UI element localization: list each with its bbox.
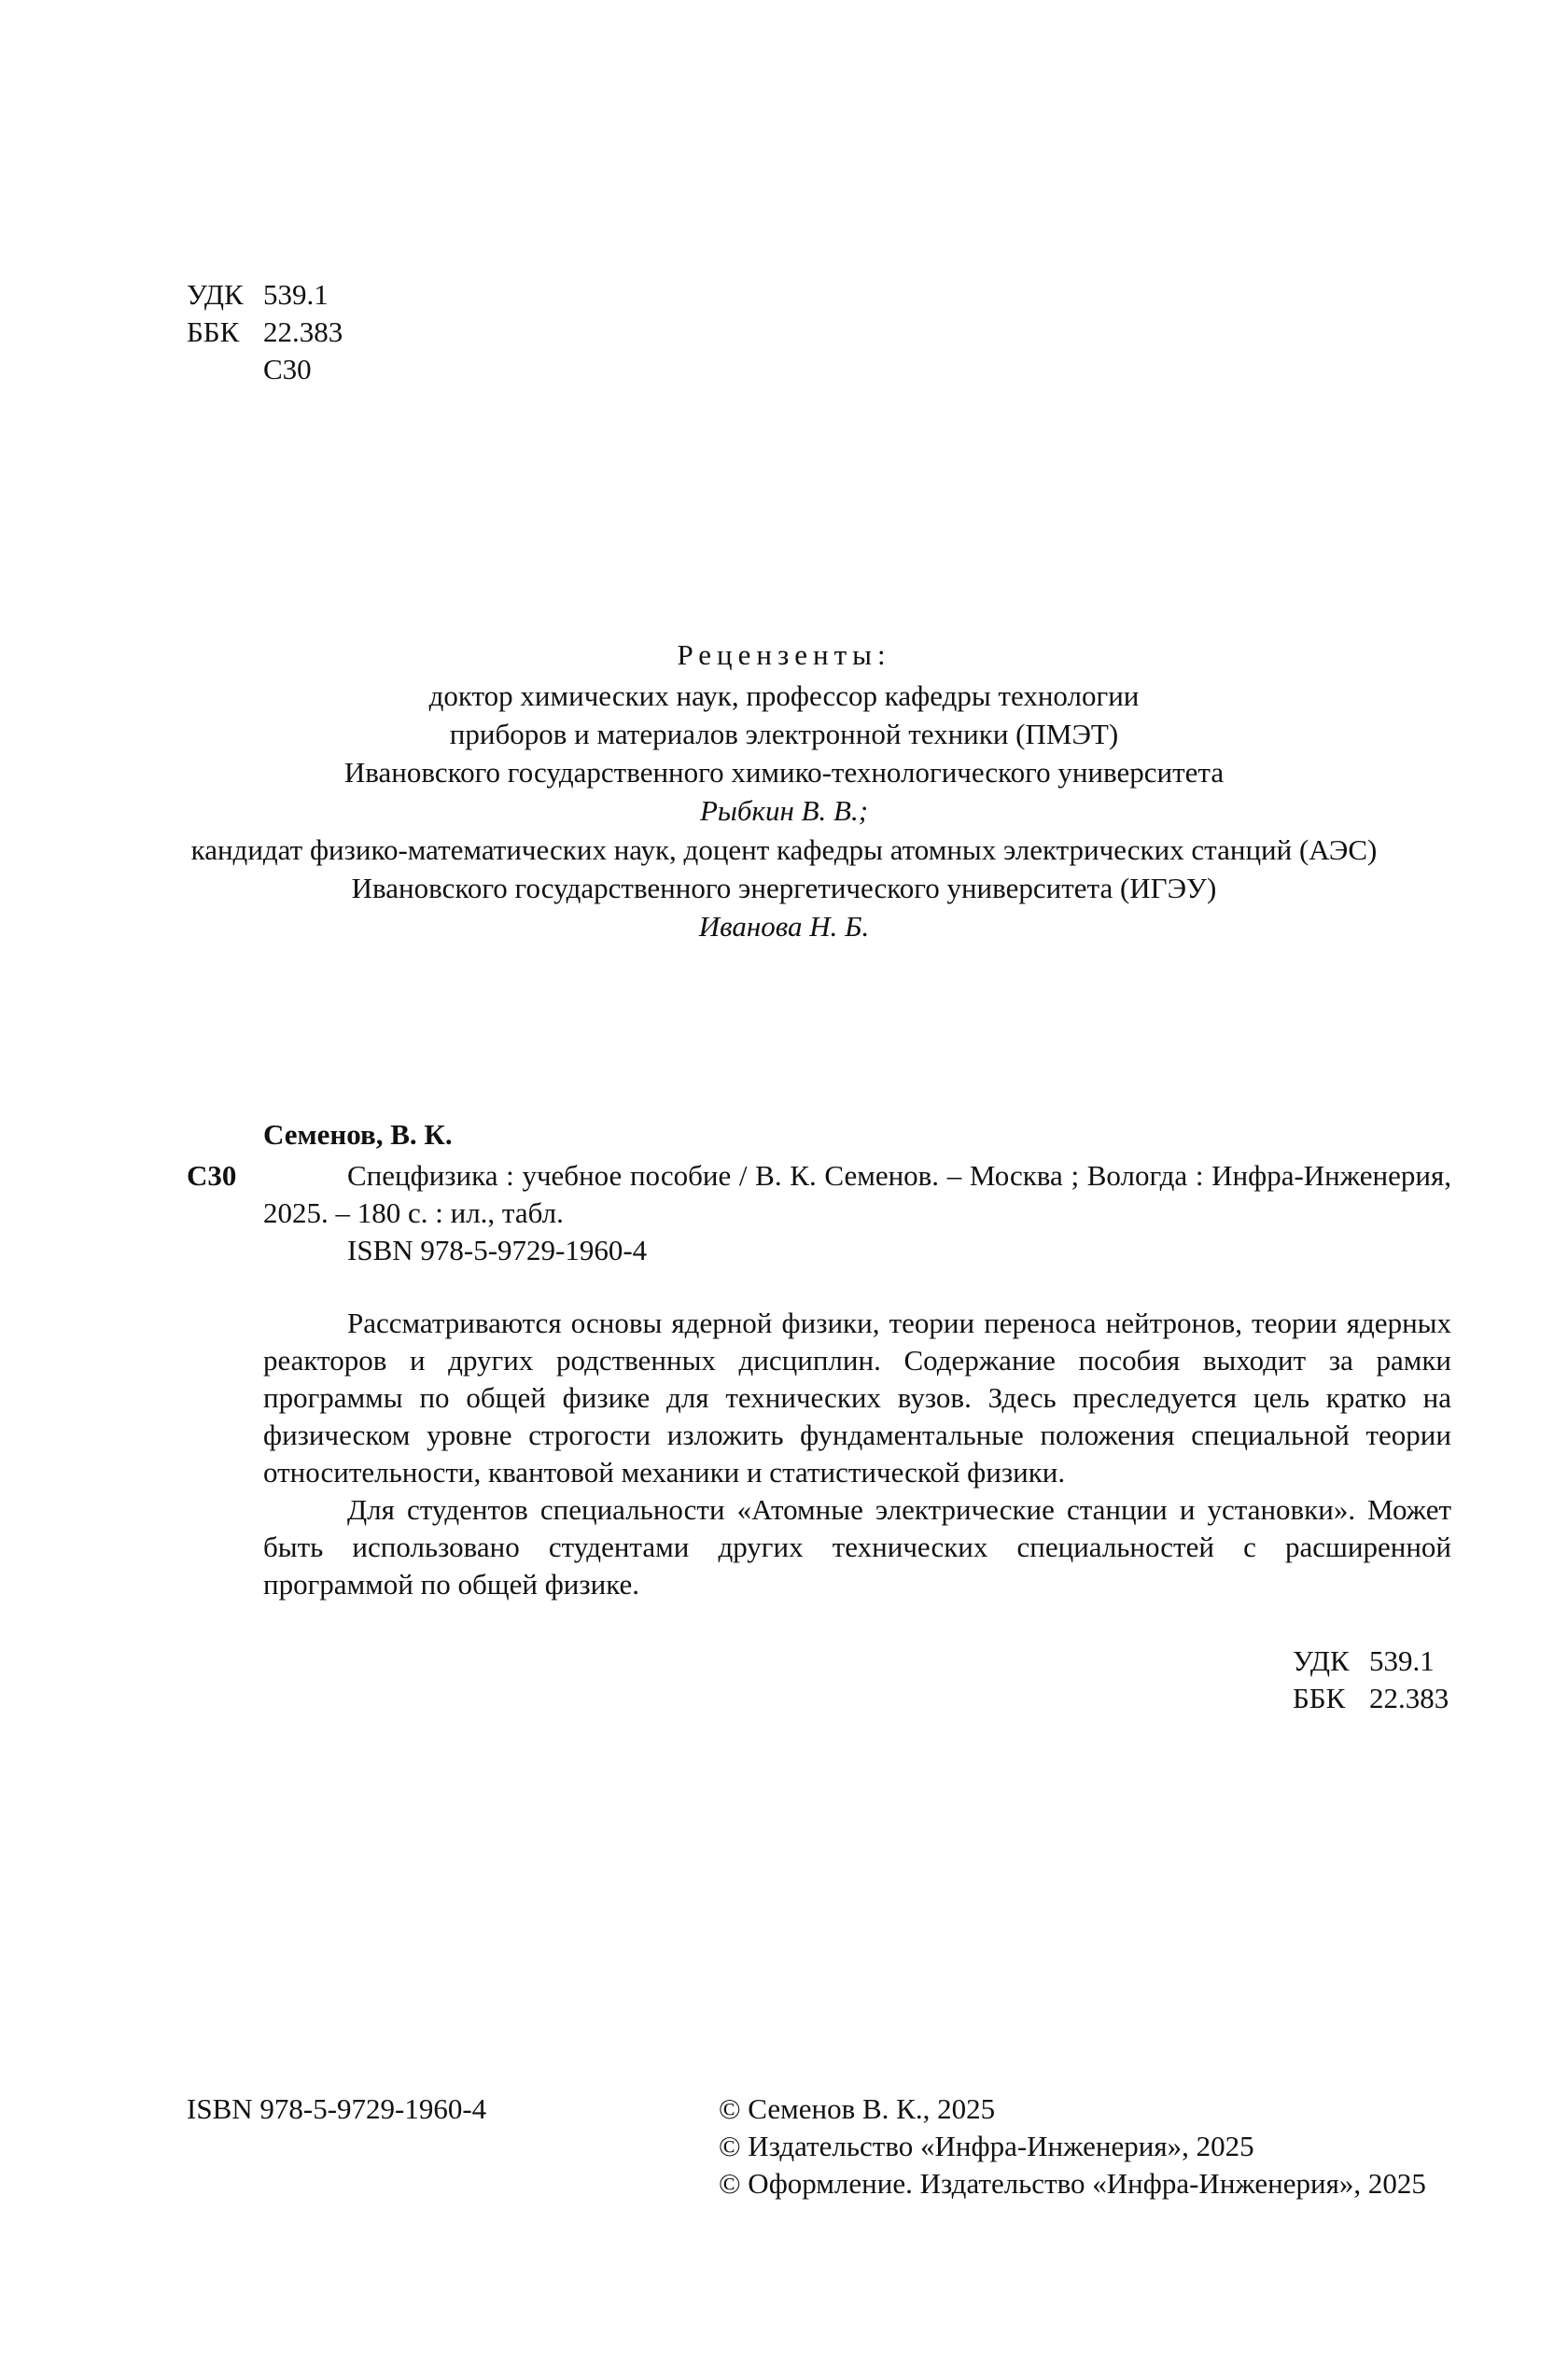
copyright-notices — [719, 2090, 1426, 2202]
reviewer-affiliation-line: Ивановского государственного химико-технологического университета — [343, 756, 1225, 789]
bbk-label: ББК — [1293, 1682, 1346, 1714]
footer-isbn: ISBN 978-5-9729-1960-4 — [187, 2092, 487, 2125]
reviewer-affiliation-line: Ивановского государственного энергетического университета (ИГЭУ) — [351, 872, 1217, 904]
bbk-code-line — [1293, 1680, 1449, 1717]
classification-codes-bottom — [1293, 1643, 1449, 1717]
bbk-value: 22.383 — [263, 315, 343, 348]
udk-label: УДК — [1293, 1644, 1350, 1677]
reviewers-block — [0, 636, 1568, 946]
classification-codes-top — [187, 276, 343, 388]
reviewer-affiliation-line: доктор химических наук, профессор кафедры технологии — [428, 679, 1140, 712]
reviewer-name: Рыбкин В. В.; — [699, 794, 869, 827]
udk-code-line — [1293, 1643, 1449, 1680]
udk-value: 539.1 — [263, 278, 329, 311]
udk-code-line — [187, 276, 343, 314]
bbk-code-line — [187, 314, 343, 351]
udk-label: УДК — [187, 278, 244, 311]
reviewer-affiliation-line: приборов и материалов электронной техники (ПМЭТ) — [449, 718, 1119, 750]
record-description: Спецфизика : учебное пособие / В. К. Семенов. – Москва ; Вологда : Инфра-Инженерия, 2025. – 180 с. : ил., табл. — [263, 1159, 1451, 1229]
reviewer-name: Иванова Н. Б. — [698, 910, 870, 943]
reviewer-entry — [0, 832, 1568, 946]
author-mark: С30 — [263, 353, 312, 385]
copyright-line: © Оформление. Издательство «Инфра-Инженерия», 2025 — [719, 2167, 1426, 2200]
annotation-paragraph: Для студентов специальности «Атомные электрические станции и установки». Может быть использовано студентами других технических специальностей с расширенной программой по общей физике. — [263, 1493, 1451, 1601]
bbk-value: 22.383 — [1369, 1682, 1449, 1714]
bbk-label: ББК — [187, 315, 240, 348]
bibliographic-record — [187, 1116, 1451, 1269]
copyright-line: © Издательство «Инфра-Инженерия», 2025 — [719, 2130, 1254, 2162]
author-heading: Семенов, В. К. — [263, 1118, 453, 1151]
udk-value: 539.1 — [1369, 1644, 1435, 1677]
copyright-line: © Семенов В. К., 2025 — [719, 2092, 996, 2125]
annotation — [263, 1305, 1451, 1603]
reviewers-heading: Рецензенты: — [677, 638, 891, 671]
reviewer-affiliation-line: кандидат физико-математических наук, доцент кафедры атомных электрических станций (АЭС) — [190, 833, 1378, 866]
reviewer-entry — [0, 678, 1568, 831]
record-isbn: ISBN 978-5-9729-1960-4 — [347, 1234, 648, 1266]
record-author-mark: С30 — [187, 1159, 237, 1192]
record-body — [187, 1157, 1451, 1232]
annotation-paragraph: Рассматриваются основы ядерной физики, теории переноса нейтронов, теории ядерных реакторов и других родственных дисциплин. Содержание пособия выходит за рамки программы по общей физике для технических вузов. Здесь преследуется цель кратко на физическом уровне строгости изложить фундаментальные положения специальной теории относительности, квантовой механики и статистической физики. — [263, 1307, 1451, 1489]
